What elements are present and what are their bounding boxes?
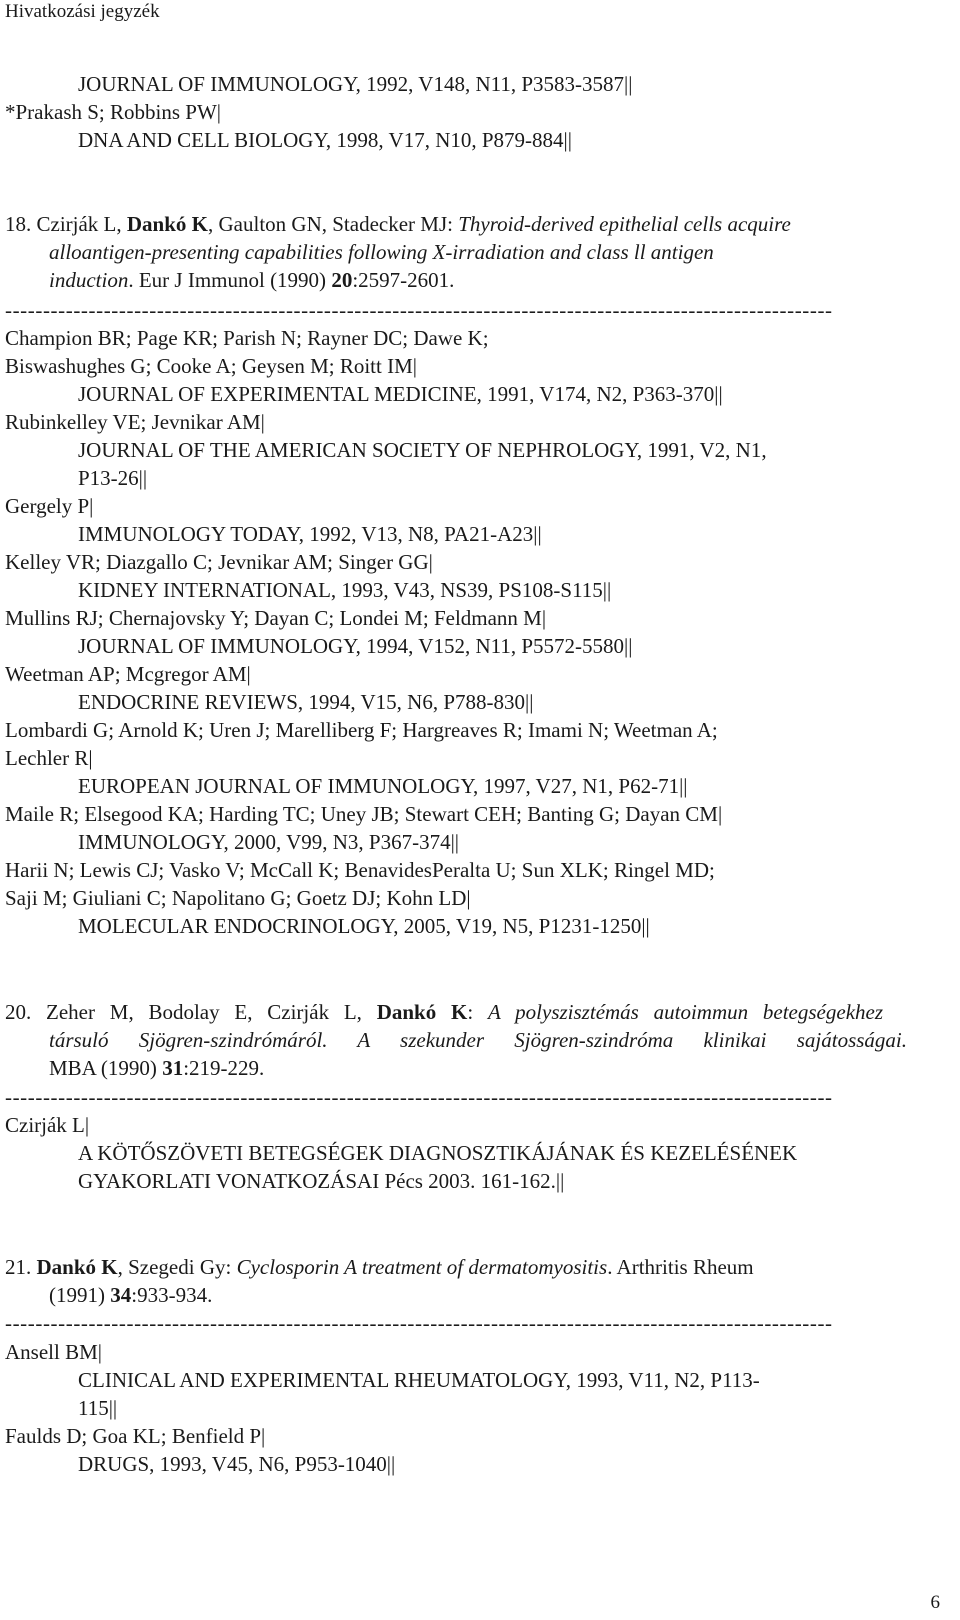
- citation-authors: Saji M; Giuliani C; Napolitano G; Goetz DJ; Kohn LD|: [5, 886, 471, 910]
- citation-journal: ENDOCRINE REVIEWS, 1994, V15, N6, P788-830||: [78, 690, 534, 714]
- citation-journal: MOLECULAR ENDOCRINOLOGY, 2005, V19, N5, P1231-1250||: [78, 914, 650, 938]
- citation-journal: DNA AND CELL BIOLOGY, 1998, V17, N10, P879-884||: [78, 128, 572, 152]
- citation-authors: Mullins RJ; Chernajovsky Y; Dayan C; Londei M; Feldmann M|: [5, 606, 547, 630]
- highlighted-author: Dankó K: [376, 1000, 468, 1024]
- citation-journal: P13-26||: [78, 466, 148, 490]
- reference-title: társuló Sjögren-szindrómáról. A szekunder Sjögren-szindróma klinikai sajátosságai.: [49, 1028, 907, 1052]
- reference-pages: :933-934.: [131, 1283, 213, 1307]
- citation-journal: EUROPEAN JOURNAL OF IMMUNOLOGY, 1997, V27, N1, P62-71||: [78, 774, 688, 798]
- reference-number: 20.: [5, 1000, 32, 1024]
- reference-authors: , Szegedi Gy:: [117, 1255, 237, 1279]
- citation-authors: Champion BR; Page KR; Parish N; Rayner DC; Dawe K;: [5, 326, 489, 350]
- reference-number: 21.: [5, 1255, 32, 1279]
- citation-authors: Weetman AP; Mcgregor AM|: [5, 662, 251, 686]
- citation-authors: Czirják L|: [5, 1113, 90, 1137]
- citation-journal: JOURNAL OF EXPERIMENTAL MEDICINE, 1991, V174, N2, P363-370||: [78, 382, 723, 406]
- reference-authors: :: [467, 1000, 488, 1024]
- reference-title: induction: [49, 268, 129, 292]
- reference-18-line3: [49, 266, 454, 294]
- reference-journal: . Arthritis Rheum: [607, 1255, 754, 1279]
- citation-journal: JOURNAL OF IMMUNOLOGY, 1992, V148, N11, P3583-3587||: [78, 72, 633, 96]
- reference-pages: :2597-2601.: [352, 268, 455, 292]
- citation-authors: *Prakash S; Robbins PW|: [5, 100, 221, 124]
- citation-authors: Rubinkelley VE; Jevnikar AM|: [5, 410, 265, 434]
- citation-authors: Biswashughes G; Cooke A; Geysen M; Roitt IM|: [5, 354, 417, 378]
- citation-authors: Kelley VR; Diazgallo C; Jevnikar AM; Singer GG|: [5, 550, 433, 574]
- citation-journal: CLINICAL AND EXPERIMENTAL RHEUMATOLOGY, 1993, V11, N2, P113-: [78, 1368, 760, 1392]
- separator-line: -------------------------------------------------------------------------------------------------------------: [5, 1311, 833, 1335]
- citation-authors: Gergely P|: [5, 494, 94, 518]
- citation-authors: Ansell BM|: [5, 1340, 102, 1364]
- reference-authors: Zeher M, Bodolay E, Czirják L,: [46, 1000, 377, 1024]
- reference-20-line1: [5, 998, 883, 1026]
- highlighted-author: Dankó K: [126, 212, 208, 236]
- reference-title: Cyclosporin A treatment of dermatomyositis: [236, 1255, 608, 1279]
- reference-journal: MBA (1990): [49, 1056, 163, 1080]
- reference-authors: Czirják L,: [36, 212, 127, 236]
- citation-journal: KIDNEY INTERNATIONAL, 1993, V43, NS39, PS108-S115||: [78, 578, 612, 602]
- reference-journal: . Eur J Immunol (1990): [128, 268, 332, 292]
- separator-line: -------------------------------------------------------------------------------------------------------------: [5, 298, 833, 322]
- reference-21-line1: [5, 1253, 754, 1281]
- citation-authors: Maile R; Elsegood KA; Harding TC; Uney JB; Stewart CEH; Banting G; Dayan CM|: [5, 802, 723, 826]
- page-number: 6: [930, 1592, 940, 1613]
- citation-authors: Harii N; Lewis CJ; Vasko V; McCall K; BenavidesPeralta U; Sun XLK; Ringel MD;: [5, 858, 715, 882]
- citation-journal: 115||: [78, 1396, 118, 1420]
- separator-line: -------------------------------------------------------------------------------------------------------------: [5, 1085, 833, 1109]
- reference-year: (1991): [49, 1283, 111, 1307]
- citation-journal: GYAKORLATI VONATKOZÁSAI Pécs 2003. 161-162.||: [78, 1169, 565, 1193]
- highlighted-author: Dankó K: [36, 1255, 118, 1279]
- citation-journal: IMMUNOLOGY, 2000, V99, N3, P367-374||: [78, 830, 459, 854]
- reference-volume: 31: [162, 1056, 184, 1080]
- citation-journal: JOURNAL OF THE AMERICAN SOCIETY OF NEPHROLOGY, 1991, V2, N1,: [78, 438, 767, 462]
- citation-authors: Lombardi G; Arnold K; Uren J; Marelliberg F; Hargreaves R; Imami N; Weetman A;: [5, 718, 718, 742]
- citation-journal: IMMUNOLOGY TODAY, 1992, V13, N8, PA21-A23||: [78, 522, 542, 546]
- reference-20-line3: [49, 1054, 264, 1082]
- reference-21-line2: [49, 1281, 212, 1309]
- citation-journal: JOURNAL OF IMMUNOLOGY, 1994, V152, N11, P5572-5580||: [78, 634, 633, 658]
- page-header: Hivatkozási jegyzék: [5, 1, 160, 22]
- reference-18-line1: [5, 210, 791, 238]
- reference-volume: 20: [331, 268, 353, 292]
- reference-volume: 34: [110, 1283, 132, 1307]
- citation-journal: A KÖTŐSZÖVETI BETEGSÉGEK DIAGNOSZTIKÁJÁNAK ÉS KEZELÉSÉNEK: [78, 1141, 798, 1165]
- reference-title: Thyroid-derived epithelial cells acquire: [458, 212, 791, 236]
- reference-authors: , Gaulton GN, Stadecker MJ:: [208, 212, 459, 236]
- reference-number: 18.: [5, 212, 32, 236]
- citation-journal: DRUGS, 1993, V45, N6, P953-1040||: [78, 1452, 396, 1476]
- reference-title: A polyszisztémás autoimmun betegségekhez: [487, 1000, 884, 1024]
- citation-authors: Lechler R|: [5, 746, 93, 770]
- citation-authors: Faulds D; Goa KL; Benfield P|: [5, 1424, 266, 1448]
- reference-title: alloantigen-presenting capabilities following X-irradiation and class ll antigen: [49, 240, 714, 264]
- reference-pages: :219-229.: [183, 1056, 265, 1080]
